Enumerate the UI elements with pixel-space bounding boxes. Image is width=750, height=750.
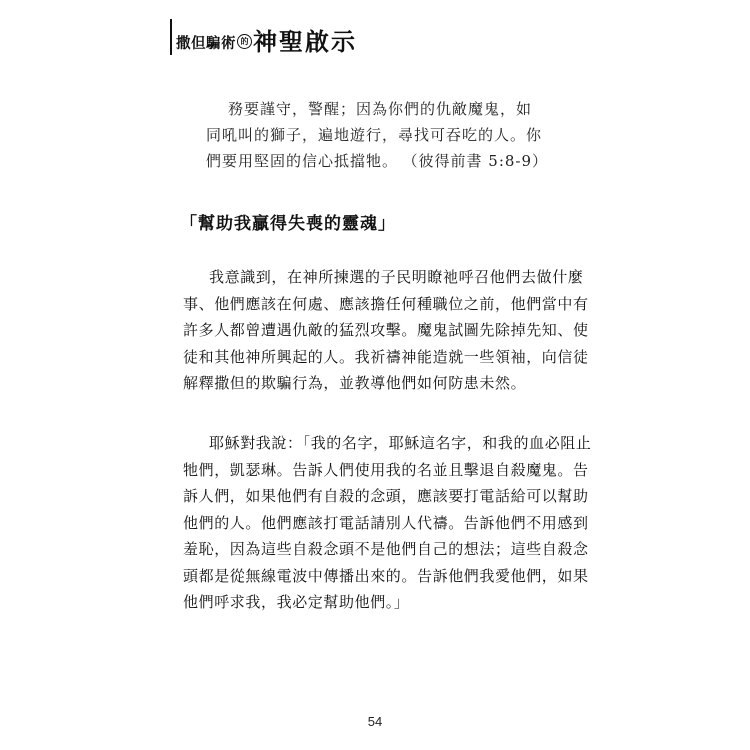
paragraph-line: 徒和其他神所興起的人。我祈禱神能造就一些領袖，向信徒 [183,347,589,366]
paragraph-line: 事、他們應該在何處、應該擔任何種職位之前，他們當中有 [183,294,589,313]
header-connector-badge: 的 [237,34,252,49]
book-title: 神聖啟示 [253,28,357,56]
section-heading: 「幫助我贏得失喪的靈魂」 [180,214,396,234]
quote-line-text: 們要用堅固的信心抵擋牠。 [206,152,399,170]
scripture-reference: （彼得前書 5:8-9） [410,152,549,170]
paragraph-line: 訴人們，如果他們有自殺的念頭，應該要打電話給可以幫助 [183,487,589,505]
quote-line-last [206,148,556,174]
paragraph-line: 頭都是從無線電波中傳播出來的。告訴他們我愛他們，如果 [183,566,589,585]
body-paragraph [183,430,592,616]
paragraph-line: 他們呼求我，我必定幫助他們。」 [183,593,410,611]
body-paragraph [183,264,589,397]
scripture-quote [206,96,556,174]
paragraph-line: 牠們，凱瑟琳。告訴人們使用我的名並且擊退自殺魔鬼。告 [183,460,589,479]
paragraph-line: 羞恥，因為這些自殺念頭不是他們自己的想法；這些自殺念 [183,540,589,558]
quote-line: 務要謹守，警醒；因為你們的仇敵魔鬼，如 [228,100,533,118]
series-title: 撒但騙術 [176,35,236,52]
paragraph-line: 我意識到，在神所揀選的子民明瞭祂呼召他們去做什麼 [209,268,584,286]
paragraph-line: 解釋撒但的欺騙行為，並教導他們如何防患未然。 [183,374,527,392]
paragraph-line: 他們的人。他們應該打電話請別人代禱。告訴他們不用感到 [183,513,589,532]
page-number: 54 [367,714,383,729]
quote-line: 同吼叫的獅子，遍地遊行，尋找可吞吃的人。你 [206,126,543,144]
paragraph-line: 許多人都曾遭遇仇敵的猛烈攻擊。魔鬼試圖先除掉先知、使 [183,321,589,339]
running-header [170,19,357,55]
paragraph-line: 耶穌對我說：「我的名字，耶穌這名字，和我的血必阻止 [209,434,592,452]
